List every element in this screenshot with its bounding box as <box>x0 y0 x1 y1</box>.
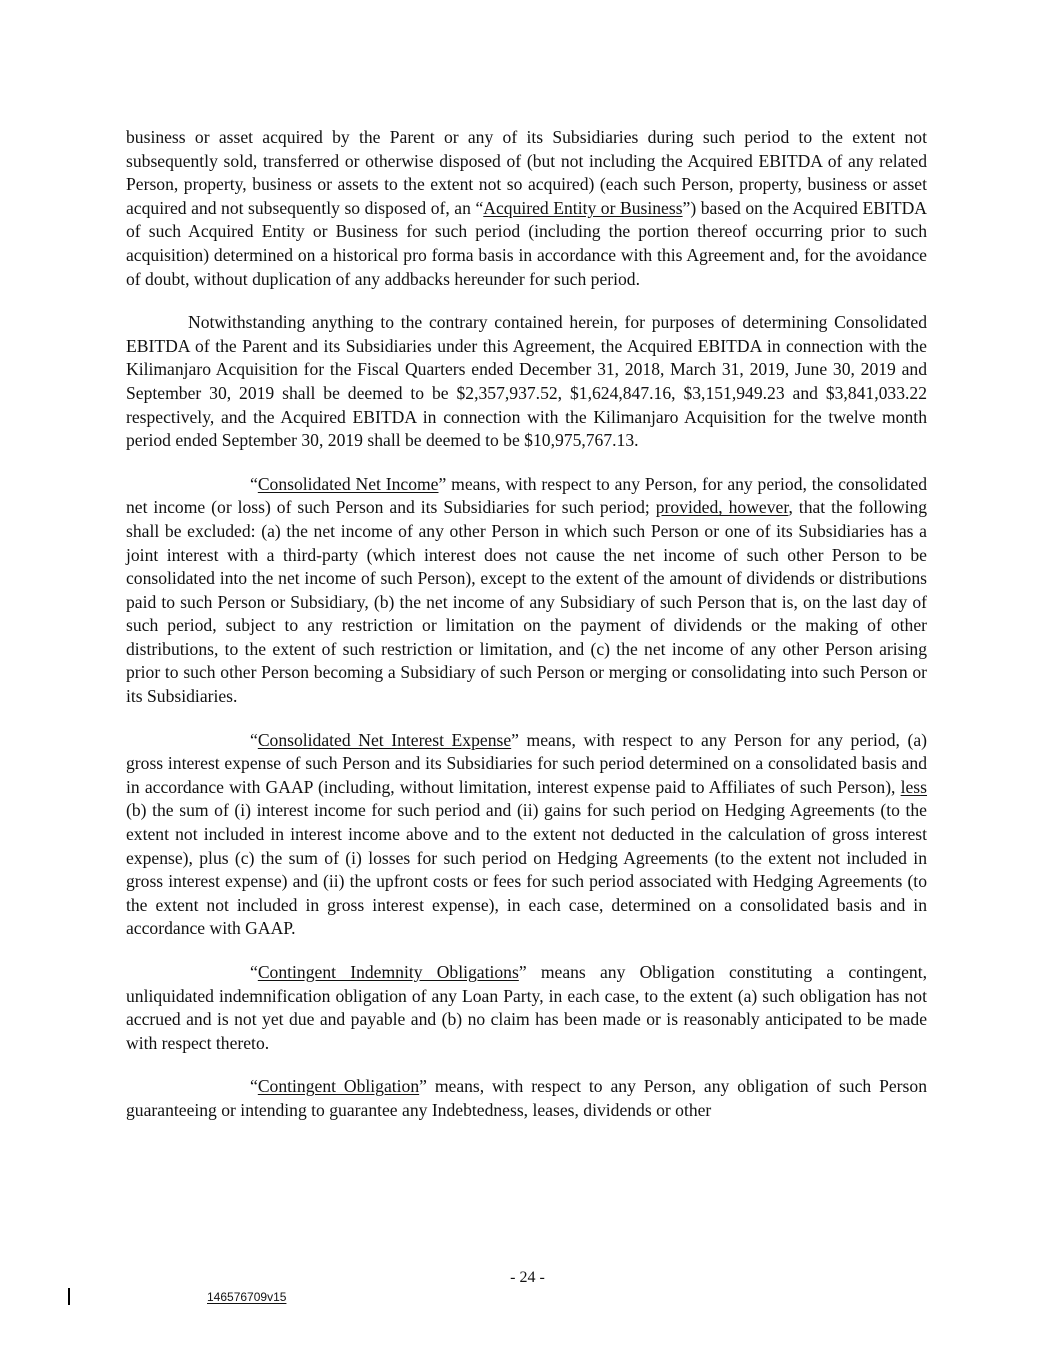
definition-consolidated-net-interest-expense <box>126 729 927 941</box>
paragraph-text: business or asset acquired by the Parent or any of its Subsidiaries during such period to the extent not subsequently sold, transferred or otherwise disposed of (but not including the Acquired EBITDA of any related Person, property, business or assets to the extent not so acquired) (each such Person, property, business or asset acquired and not subsequently so disposed of, an “ <box>126 127 927 218</box>
open-quote: “ <box>250 1076 258 1097</box>
definition-consolidated-net-income <box>126 473 927 709</box>
document-id: 146576709v15 <box>207 1290 287 1304</box>
definition-text: , that the following shall be excluded: (a) the net income of any other Person in which such Person or one of its Subsidiaries has a joint interest with a third-party (which interest does not cause the net income of such other Person to be consolidated into the net income of such Person), except to the extent of the amount of dividends or distributions paid to such Person or Subsidiary, (b) the net income of any Subsidiary of such Person that is, on the last day of such period, subject to any restriction or limitation on the payment of dividends or the making of other distributions, to the extent of such restriction or limitation, and (c) the net income of any other Person arising prior to such other Person becoming a Subsidiary of such Person or merging or consolidating into such Person or its Subsidiaries. <box>126 497 927 707</box>
document-body <box>126 126 927 1143</box>
definition-text: ” means, with respect to any Person, for any period, the consolidated net income (or loss) of such Person and its Subsidiaries for such period; <box>126 473 927 518</box>
definition-contingent-obligation <box>126 1075 927 1122</box>
definition-text: ” means, with respect to any Person, any obligation of such Person guaranteeing or intending to guarantee any Indebtedness, leases, dividends or other <box>126 1076 927 1120</box>
definition-text: ” means any Obligation constituting a contingent, unliquidated indemnification obligation of any Loan Party, in each case, to the extent (a) such obligation has not accrued and is not yet due and payable and (b) no claim has been made or is reasonably anticipated to be made with respect thereto. <box>126 962 927 1053</box>
paragraph-text: Notwithstanding anything to the contrary contained herein, for purposes of determining Consolidated EBITDA of the Parent and its Subsidiaries under this Agreement, the Acquired EBITDA in connection with the Kilimanjaro Acquisition for the Fiscal Quarters ended December 31, 2018, March 31, 2019, June 30, 2019 and September 30, 2019 shall be deemed to be $2,357,937.52, $1,624,847.16, $3,151,949.23 and $3,841,033.22 respectively, and the Acquired EBITDA in connection with the Kilimanjaro Acquisition for the twelve month period ended September 30, 2019 shall be deemed to be $10,975,767.13. <box>126 312 927 451</box>
defined-term-acquired-entity-or-business: Acquired Entity or Business <box>483 197 683 218</box>
defined-term-contingent-obligation: Contingent Obligation <box>257 1076 420 1097</box>
definition-contingent-indemnity-obligations <box>126 961 927 1055</box>
definition-text: ” means, with respect to any Person for any period, (a) gross interest expense of such Person and its Subsidiaries for such period determined on a consolidated basis and in accordance with GAAP (including, without limitation, interest expense paid to Affiliates of such Person), <box>126 729 927 797</box>
definition-text: (b) the sum of (i) interest income for such period and (ii) gains for such period on Hedging Agreements (to the extent not included in interest income above and to the extent not deducted in the calculation of gross interest expense), plus (c) the sum of (i) losses for such period on Hedging Agreements (to the extent not included in gross interest expense) and (ii) the upfront costs or fees for such period associated with Hedging Agreements (to the extent not included in gross interest expense), in each case, determined on a consolidated basis and in accordance with GAAP. <box>126 800 927 939</box>
open-quote: “ <box>250 962 258 982</box>
paragraph-text: ”) based on the Acquired EBITDA of such Acquired Entity or Business for such period (including the portion thereof occurring prior to such acquisition) determined on a historical pro forma basis in accordance with this Agreement and, for the avoidance of doubt, without duplication of any addbacks hereunder for such period. <box>126 197 928 289</box>
emphasis-provided-however: provided, however <box>655 497 789 518</box>
revision-change-bar <box>68 1288 70 1305</box>
defined-term-contingent-indemnity-obligations: Contingent Indemnity Obligations <box>257 962 519 982</box>
emphasis-less: less <box>900 776 927 797</box>
page-number: - 24 - <box>510 1269 545 1286</box>
open-quote: “ <box>250 729 258 750</box>
paragraph-kilimanjaro-acquisition <box>126 311 927 453</box>
open-quote: “ <box>250 473 258 494</box>
defined-term-consolidated-net-income: Consolidated Net Income <box>257 473 439 494</box>
paragraph-acquired-entity <box>126 126 927 291</box>
defined-term-consolidated-net-interest-expense: Consolidated Net Interest Expense <box>257 729 512 750</box>
